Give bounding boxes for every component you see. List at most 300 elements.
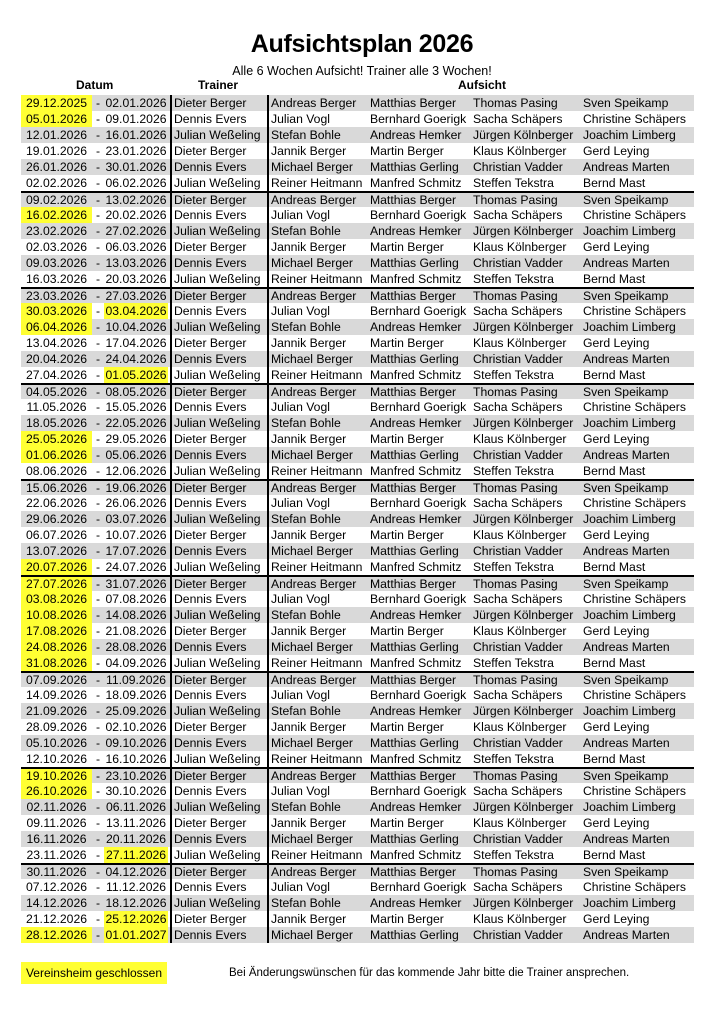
aufsicht-cell-2: Matthias Gerling bbox=[370, 352, 459, 366]
date-end: 25.12.2026 bbox=[105, 912, 167, 926]
aufsicht-cell-1: Stefan Bohle bbox=[267, 607, 370, 623]
trainer-cell: Dennis Evers bbox=[170, 207, 267, 223]
aufsicht-cell-4: Bernd Mast bbox=[583, 368, 646, 382]
aufsicht-cell-1: Stefan Bohle bbox=[267, 223, 370, 239]
table-row bbox=[21, 735, 694, 751]
date-start: 09.03.2026 bbox=[26, 256, 87, 270]
aufsicht-cell-1: Jannik Berger bbox=[267, 335, 370, 351]
aufsicht-cell-2: Martin Berger bbox=[370, 912, 444, 926]
date-dash: - bbox=[95, 624, 101, 638]
table-row bbox=[21, 303, 694, 319]
date-start: 14.12.2026 bbox=[26, 896, 87, 910]
date-end: 24.07.2026 bbox=[105, 560, 167, 574]
trainer-cell: Dieter Berger bbox=[170, 193, 267, 207]
date-dash: - bbox=[95, 816, 101, 830]
date-start: 16.02.2026 bbox=[21, 207, 92, 223]
table-row bbox=[21, 351, 694, 367]
aufsicht-cell-4: Bernd Mast bbox=[583, 464, 646, 478]
date-end: 20.03.2026 bbox=[105, 272, 167, 286]
aufsicht-cell-4: Christine Schäpers bbox=[583, 208, 686, 222]
aufsicht-cell-2: Matthias Berger bbox=[370, 769, 457, 783]
aufsicht-cell-2: Martin Berger bbox=[370, 816, 444, 830]
date-start: 27.07.2026 bbox=[21, 577, 92, 591]
date-start: 24.08.2026 bbox=[21, 639, 92, 655]
aufsicht-cell-3: Jürgen Kölnberger bbox=[473, 128, 574, 142]
date-dash: - bbox=[95, 193, 101, 207]
date-end: 13.03.2026 bbox=[105, 256, 167, 270]
aufsicht-cell-2: Manfred Schmitz bbox=[370, 368, 462, 382]
aufsicht-cell-1: Andreas Berger bbox=[267, 769, 370, 783]
aufsicht-cell-3: Klaus Kölnberger bbox=[473, 528, 567, 542]
date-end: 27.11.2026 bbox=[105, 848, 167, 862]
aufsicht-cell-2: Martin Berger bbox=[370, 624, 444, 638]
date-start: 07.12.2026 bbox=[26, 880, 87, 894]
date-dash: - bbox=[95, 96, 101, 110]
aufsicht-cell-4: Sven Speikamp bbox=[583, 577, 669, 591]
aufsicht-cell-4: Bernd Mast bbox=[583, 656, 646, 670]
aufsicht-cell-2: Manfred Schmitz bbox=[370, 656, 462, 670]
aufsicht-cell-4: Sven Speikamp bbox=[583, 769, 669, 783]
aufsicht-cell-3: Sacha Schäpers bbox=[473, 688, 563, 702]
aufsicht-cell-3: Thomas Pasing bbox=[473, 577, 558, 591]
aufsicht-cell-3: Sacha Schäpers bbox=[473, 784, 563, 798]
table-row bbox=[21, 207, 694, 223]
aufsicht-cell-3: Jürgen Kölnberger bbox=[473, 608, 574, 622]
date-end: 06.11.2026 bbox=[105, 800, 167, 814]
aufsicht-cell-4: Gerd Leying bbox=[583, 624, 650, 638]
trainer-cell: Julian Weßeling bbox=[170, 607, 267, 623]
date-end: 01.05.2026 bbox=[105, 368, 167, 382]
date-end: 21.08.2026 bbox=[105, 624, 167, 638]
aufsicht-cell-1: Stefan Bohle bbox=[267, 127, 370, 143]
trainer-cell: Dieter Berger bbox=[170, 527, 267, 543]
aufsicht-cell-1: Reiner Heitmann bbox=[267, 559, 370, 575]
date-end: 05.06.2026 bbox=[105, 448, 167, 462]
aufsicht-cell-1: Julian Vogl bbox=[267, 399, 370, 415]
trainer-cell: Julian Weßeling bbox=[170, 703, 267, 719]
aufsicht-cell-2: Matthias Gerling bbox=[370, 928, 459, 942]
aufsicht-cell-4: Sven Speikamp bbox=[583, 193, 669, 207]
date-dash: - bbox=[95, 336, 101, 350]
date-dash: - bbox=[95, 464, 101, 478]
aufsicht-cell-4: Gerd Leying bbox=[583, 912, 650, 926]
date-end: 19.06.2026 bbox=[105, 481, 167, 495]
aufsicht-cell-4: Joachim Limberg bbox=[583, 128, 676, 142]
date-start: 19.10.2026 bbox=[21, 769, 92, 783]
aufsicht-cell-4: Sven Speikamp bbox=[583, 481, 669, 495]
aufsicht-cell-1: Jannik Berger bbox=[267, 911, 370, 927]
aufsicht-cell-2: Matthias Gerling bbox=[370, 256, 459, 270]
date-end: 18.12.2026 bbox=[105, 896, 167, 910]
date-start: 16.03.2026 bbox=[26, 272, 87, 286]
date-dash: - bbox=[95, 912, 101, 926]
trainer-cell: Dennis Evers bbox=[170, 447, 267, 463]
date-end: 03.04.2026 bbox=[105, 304, 167, 318]
date-start: 12.01.2026 bbox=[26, 128, 87, 142]
date-end: 22.05.2026 bbox=[105, 416, 167, 430]
date-start: 21.09.2026 bbox=[26, 704, 87, 718]
aufsicht-cell-1: Reiner Heitmann bbox=[267, 751, 370, 767]
aufsicht-cell-2: Matthias Berger bbox=[370, 385, 457, 399]
aufsicht-cell-1: Reiner Heitmann bbox=[267, 367, 370, 383]
aufsicht-cell-1: Julian Vogl bbox=[267, 879, 370, 895]
aufsicht-cell-1: Andreas Berger bbox=[267, 385, 370, 399]
date-end: 11.09.2026 bbox=[105, 673, 167, 687]
date-end: 14.08.2026 bbox=[105, 608, 167, 622]
aufsicht-cell-1: Julian Vogl bbox=[267, 303, 370, 319]
date-start: 07.09.2026 bbox=[26, 673, 87, 687]
aufsicht-cell-1: Andreas Berger bbox=[267, 577, 370, 591]
date-start: 05.01.2026 bbox=[21, 111, 92, 127]
aufsicht-cell-4: Andreas Marten bbox=[583, 640, 670, 654]
aufsicht-cell-3: Christian Vadder bbox=[473, 448, 563, 462]
aufsicht-cell-3: Sacha Schäpers bbox=[473, 304, 563, 318]
date-dash: - bbox=[95, 400, 101, 414]
table-row bbox=[21, 511, 694, 527]
trainer-cell: Julian Weßeling bbox=[170, 655, 267, 671]
date-start: 03.08.2026 bbox=[21, 591, 92, 607]
aufsicht-cell-3: Christian Vadder bbox=[473, 928, 563, 942]
date-dash: - bbox=[95, 496, 101, 510]
date-start: 13.04.2026 bbox=[26, 336, 87, 350]
aufsicht-cell-1: Jannik Berger bbox=[267, 623, 370, 639]
aufsicht-cell-3: Christian Vadder bbox=[473, 544, 563, 558]
aufsicht-cell-3: Jürgen Kölnberger bbox=[473, 224, 574, 238]
aufsicht-cell-1: Jannik Berger bbox=[267, 431, 370, 447]
aufsicht-cell-1: Andreas Berger bbox=[267, 481, 370, 495]
aufsicht-cell-1: Michael Berger bbox=[267, 831, 370, 847]
date-end: 16.10.2026 bbox=[105, 752, 167, 766]
aufsicht-cell-4: Sven Speikamp bbox=[583, 289, 669, 303]
aufsicht-cell-3: Klaus Kölnberger bbox=[473, 240, 567, 254]
date-dash: - bbox=[95, 592, 101, 606]
aufsicht-cell-1: Michael Berger bbox=[267, 159, 370, 175]
trainer-cell: Dieter Berger bbox=[170, 577, 267, 591]
date-end: 03.07.2026 bbox=[105, 512, 167, 526]
trainer-cell: Dennis Evers bbox=[170, 831, 267, 847]
header-aufsicht: Aufsicht bbox=[458, 78, 506, 92]
aufsicht-cell-4: Andreas Marten bbox=[583, 352, 670, 366]
aufsicht-cell-2: Andreas Hemker bbox=[370, 512, 462, 526]
trainer-cell: Dennis Evers bbox=[170, 735, 267, 751]
aufsicht-cell-4: Gerd Leying bbox=[583, 432, 650, 446]
table-row bbox=[21, 223, 694, 239]
date-dash: - bbox=[95, 289, 101, 303]
aufsicht-cell-1: Stefan Bohle bbox=[267, 895, 370, 911]
date-start: 06.04.2026 bbox=[21, 319, 92, 335]
table-row bbox=[21, 431, 694, 447]
aufsicht-cell-4: Joachim Limberg bbox=[583, 512, 676, 526]
aufsicht-cell-2: Andreas Hemker bbox=[370, 704, 462, 718]
table-row bbox=[21, 287, 694, 303]
date-dash: - bbox=[95, 272, 101, 286]
date-start: 27.04.2026 bbox=[26, 368, 87, 382]
aufsicht-cell-3: Jürgen Kölnberger bbox=[473, 704, 574, 718]
date-end: 02.01.2026 bbox=[105, 96, 167, 110]
date-start: 02.02.2026 bbox=[26, 176, 87, 190]
aufsicht-cell-2: Andreas Hemker bbox=[370, 416, 462, 430]
date-dash: - bbox=[95, 240, 101, 254]
date-start: 09.11.2026 bbox=[26, 816, 87, 830]
aufsicht-cell-4: Joachim Limberg bbox=[583, 704, 676, 718]
table-row bbox=[21, 671, 694, 687]
date-start: 31.08.2026 bbox=[21, 655, 92, 671]
trainer-cell: Dennis Evers bbox=[170, 687, 267, 703]
aufsicht-cell-3: Thomas Pasing bbox=[473, 385, 558, 399]
trainer-cell: Dennis Evers bbox=[170, 495, 267, 511]
aufsicht-cell-3: Klaus Kölnberger bbox=[473, 816, 567, 830]
date-start: 06.07.2026 bbox=[26, 528, 87, 542]
date-start: 28.09.2026 bbox=[26, 720, 87, 734]
date-start: 04.05.2026 bbox=[26, 385, 87, 399]
aufsicht-cell-2: Matthias Gerling bbox=[370, 832, 459, 846]
aufsicht-cell-3: Sacha Schäpers bbox=[473, 112, 563, 126]
aufsicht-cell-1: Michael Berger bbox=[267, 639, 370, 655]
date-start: 23.02.2026 bbox=[26, 224, 87, 238]
date-end: 27.02.2026 bbox=[105, 224, 167, 238]
aufsicht-cell-2: Matthias Berger bbox=[370, 481, 457, 495]
aufsicht-cell-3: Christian Vadder bbox=[473, 736, 563, 750]
table-row bbox=[21, 687, 694, 703]
trainer-cell: Dieter Berger bbox=[170, 239, 267, 255]
aufsicht-cell-3: Jürgen Kölnberger bbox=[473, 800, 574, 814]
table-row bbox=[21, 847, 694, 863]
aufsicht-cell-2: Andreas Hemker bbox=[370, 896, 462, 910]
aufsicht-cell-4: Joachim Limberg bbox=[583, 416, 676, 430]
aufsicht-cell-2: Matthias Berger bbox=[370, 289, 457, 303]
aufsicht-cell-3: Christian Vadder bbox=[473, 160, 563, 174]
aufsicht-cell-3: Steffen Tekstra bbox=[473, 848, 554, 862]
legend-closed: Vereinsheim geschlossen bbox=[21, 962, 167, 984]
aufsicht-cell-4: Andreas Marten bbox=[583, 160, 670, 174]
aufsicht-cell-2: Manfred Schmitz bbox=[370, 560, 462, 574]
aufsicht-cell-2: Martin Berger bbox=[370, 528, 444, 542]
aufsicht-cell-1: Stefan Bohle bbox=[267, 415, 370, 431]
aufsicht-cell-1: Jannik Berger bbox=[267, 143, 370, 159]
trainer-cell: Dieter Berger bbox=[170, 335, 267, 351]
aufsicht-cell-1: Reiner Heitmann bbox=[267, 463, 370, 479]
aufsicht-cell-1: Andreas Berger bbox=[267, 865, 370, 879]
aufsicht-cell-4: Bernd Mast bbox=[583, 752, 646, 766]
aufsicht-cell-3: Jürgen Kölnberger bbox=[473, 512, 574, 526]
date-end: 17.07.2026 bbox=[105, 544, 167, 558]
aufsicht-cell-1: Michael Berger bbox=[267, 543, 370, 559]
date-dash: - bbox=[95, 736, 101, 750]
date-dash: - bbox=[95, 112, 101, 126]
aufsicht-cell-4: Sven Speikamp bbox=[583, 865, 669, 879]
aufsicht-cell-4: Sven Speikamp bbox=[583, 96, 669, 110]
aufsicht-cell-2: Bernhard Goerigk bbox=[370, 400, 467, 414]
date-start: 05.10.2026 bbox=[26, 736, 87, 750]
aufsicht-cell-1: Michael Berger bbox=[267, 351, 370, 367]
aufsicht-cell-3: Klaus Kölnberger bbox=[473, 624, 567, 638]
aufsicht-cell-3: Steffen Tekstra bbox=[473, 464, 554, 478]
date-start: 26.01.2026 bbox=[26, 160, 87, 174]
aufsicht-cell-4: Gerd Leying bbox=[583, 336, 650, 350]
table-row bbox=[21, 367, 694, 383]
aufsicht-cell-4: Andreas Marten bbox=[583, 544, 670, 558]
aufsicht-cell-2: Manfred Schmitz bbox=[370, 272, 462, 286]
aufsicht-cell-4: Joachim Limberg bbox=[583, 320, 676, 334]
page-title: Aufsichtsplan 2026 bbox=[250, 30, 474, 58]
aufsicht-cell-4: Gerd Leying bbox=[583, 528, 650, 542]
date-dash: - bbox=[95, 208, 101, 222]
aufsicht-cell-3: Steffen Tekstra bbox=[473, 656, 554, 670]
date-start: 02.03.2026 bbox=[26, 240, 87, 254]
aufsicht-cell-3: Christian Vadder bbox=[473, 832, 563, 846]
table-row bbox=[21, 175, 694, 191]
date-dash: - bbox=[95, 880, 101, 894]
table-row bbox=[21, 607, 694, 623]
aufsicht-cell-4: Christine Schäpers bbox=[583, 304, 686, 318]
date-dash: - bbox=[95, 352, 101, 366]
date-dash: - bbox=[95, 704, 101, 718]
aufsicht-cell-3: Jürgen Kölnberger bbox=[473, 320, 574, 334]
date-end: 02.10.2026 bbox=[105, 720, 167, 734]
date-end: 20.02.2026 bbox=[105, 208, 167, 222]
date-dash: - bbox=[95, 832, 101, 846]
date-dash: - bbox=[95, 720, 101, 734]
trainer-cell: Julian Weßeling bbox=[170, 559, 267, 575]
aufsicht-cell-4: Joachim Limberg bbox=[583, 896, 676, 910]
trainer-cell: Dennis Evers bbox=[170, 351, 267, 367]
date-dash: - bbox=[95, 865, 101, 879]
date-end: 09.01.2026 bbox=[105, 112, 167, 126]
aufsicht-cell-1: Stefan Bohle bbox=[267, 319, 370, 335]
aufsicht-cell-2: Martin Berger bbox=[370, 720, 444, 734]
trainer-cell: Julian Weßeling bbox=[170, 511, 267, 527]
trainer-cell: Dennis Evers bbox=[170, 399, 267, 415]
table-row bbox=[21, 559, 694, 575]
trainer-cell: Dieter Berger bbox=[170, 623, 267, 639]
date-dash: - bbox=[95, 481, 101, 495]
date-dash: - bbox=[95, 224, 101, 238]
date-dash: - bbox=[95, 304, 101, 318]
trainer-cell: Dennis Evers bbox=[170, 783, 267, 799]
date-dash: - bbox=[95, 144, 101, 158]
date-end: 12.06.2026 bbox=[105, 464, 167, 478]
date-end: 23.10.2026 bbox=[105, 769, 167, 783]
trainer-cell: Julian Weßeling bbox=[170, 175, 267, 191]
date-end: 23.01.2026 bbox=[105, 144, 167, 158]
table-row bbox=[21, 143, 694, 159]
trainer-cell: Julian Weßeling bbox=[170, 271, 267, 287]
date-dash: - bbox=[95, 528, 101, 542]
date-end: 24.04.2026 bbox=[105, 352, 167, 366]
aufsicht-cell-1: Andreas Berger bbox=[267, 95, 370, 111]
aufsicht-cell-4: Sven Speikamp bbox=[583, 673, 669, 687]
aufsicht-cell-1: Andreas Berger bbox=[267, 193, 370, 207]
table-row bbox=[21, 751, 694, 767]
aufsicht-cell-2: Matthias Berger bbox=[370, 577, 457, 591]
aufsicht-cell-4: Christine Schäpers bbox=[583, 496, 686, 510]
date-dash: - bbox=[95, 769, 101, 783]
date-end: 06.02.2026 bbox=[105, 176, 167, 190]
trainer-cell: Julian Weßeling bbox=[170, 319, 267, 335]
aufsicht-cell-3: Sacha Schäpers bbox=[473, 496, 563, 510]
table-row bbox=[21, 927, 694, 943]
date-end: 13.11.2026 bbox=[105, 816, 167, 830]
date-dash: - bbox=[95, 608, 101, 622]
aufsicht-cell-2: Bernhard Goerigk bbox=[370, 304, 467, 318]
aufsicht-cell-4: Gerd Leying bbox=[583, 720, 650, 734]
aufsicht-cell-1: Jannik Berger bbox=[267, 815, 370, 831]
table-row bbox=[21, 463, 694, 479]
date-start: 10.08.2026 bbox=[21, 607, 92, 623]
date-end: 31.07.2026 bbox=[105, 577, 167, 591]
date-end: 13.02.2026 bbox=[105, 193, 167, 207]
date-dash: - bbox=[95, 800, 101, 814]
trainer-cell: Dennis Evers bbox=[170, 159, 267, 175]
date-dash: - bbox=[95, 673, 101, 687]
date-start: 08.06.2026 bbox=[26, 464, 87, 478]
aufsicht-cell-3: Christian Vadder bbox=[473, 352, 563, 366]
date-dash: - bbox=[95, 577, 101, 591]
trainer-cell: Dieter Berger bbox=[170, 865, 267, 879]
table-row bbox=[21, 655, 694, 671]
aufsicht-cell-4: Christine Schäpers bbox=[583, 784, 686, 798]
date-end: 08.05.2026 bbox=[105, 385, 167, 399]
aufsicht-cell-4: Gerd Leying bbox=[583, 240, 650, 254]
trainer-cell: Dieter Berger bbox=[170, 815, 267, 831]
date-dash: - bbox=[95, 512, 101, 526]
trainer-cell: Julian Weßeling bbox=[170, 463, 267, 479]
aufsicht-cell-4: Andreas Marten bbox=[583, 832, 670, 846]
aufsicht-cell-2: Andreas Hemker bbox=[370, 320, 462, 334]
aufsicht-cell-1: Julian Vogl bbox=[267, 591, 370, 607]
date-start: 18.05.2026 bbox=[26, 416, 87, 430]
aufsicht-cell-3: Christian Vadder bbox=[473, 256, 563, 270]
table-row bbox=[21, 255, 694, 271]
trainer-cell: Dennis Evers bbox=[170, 879, 267, 895]
date-end: 25.09.2026 bbox=[105, 704, 167, 718]
table-row bbox=[21, 479, 694, 495]
aufsicht-cell-1: Jannik Berger bbox=[267, 719, 370, 735]
trainer-cell: Dieter Berger bbox=[170, 431, 267, 447]
date-start: 26.10.2026 bbox=[21, 783, 92, 799]
aufsicht-cell-2: Manfred Schmitz bbox=[370, 848, 462, 862]
aufsicht-cell-1: Stefan Bohle bbox=[267, 799, 370, 815]
table-row bbox=[21, 527, 694, 543]
date-dash: - bbox=[95, 320, 101, 334]
aufsicht-cell-4: Sven Speikamp bbox=[583, 385, 669, 399]
aufsicht-cell-3: Thomas Pasing bbox=[473, 481, 558, 495]
trainer-cell: Julian Weßeling bbox=[170, 223, 267, 239]
aufsicht-cell-1: Stefan Bohle bbox=[267, 703, 370, 719]
aufsicht-cell-3: Thomas Pasing bbox=[473, 289, 558, 303]
date-dash: - bbox=[95, 848, 101, 862]
table-row bbox=[21, 703, 694, 719]
table-row bbox=[21, 879, 694, 895]
aufsicht-cell-4: Andreas Marten bbox=[583, 928, 670, 942]
date-start: 15.06.2026 bbox=[26, 481, 87, 495]
aufsicht-cell-1: Julian Vogl bbox=[267, 687, 370, 703]
page-subtitle: Alle 6 Wochen Aufsicht! Trainer alle 3 Wochen! bbox=[232, 64, 492, 78]
aufsicht-cell-4: Christine Schäpers bbox=[583, 688, 686, 702]
aufsicht-cell-3: Steffen Tekstra bbox=[473, 176, 554, 190]
table-row bbox=[21, 383, 694, 399]
trainer-cell: Dieter Berger bbox=[170, 769, 267, 783]
date-start: 11.05.2026 bbox=[26, 400, 87, 414]
trainer-cell: Dieter Berger bbox=[170, 673, 267, 687]
trainer-cell: Dieter Berger bbox=[170, 481, 267, 495]
aufsicht-cell-3: Christian Vadder bbox=[473, 640, 563, 654]
aufsicht-cell-1: Julian Vogl bbox=[267, 207, 370, 223]
aufsicht-cell-2: Bernhard Goerigk bbox=[370, 208, 467, 222]
aufsicht-cell-1: Michael Berger bbox=[267, 447, 370, 463]
aufsicht-cell-2: Bernhard Goerigk bbox=[370, 592, 467, 606]
trainer-cell: Julian Weßeling bbox=[170, 847, 267, 863]
